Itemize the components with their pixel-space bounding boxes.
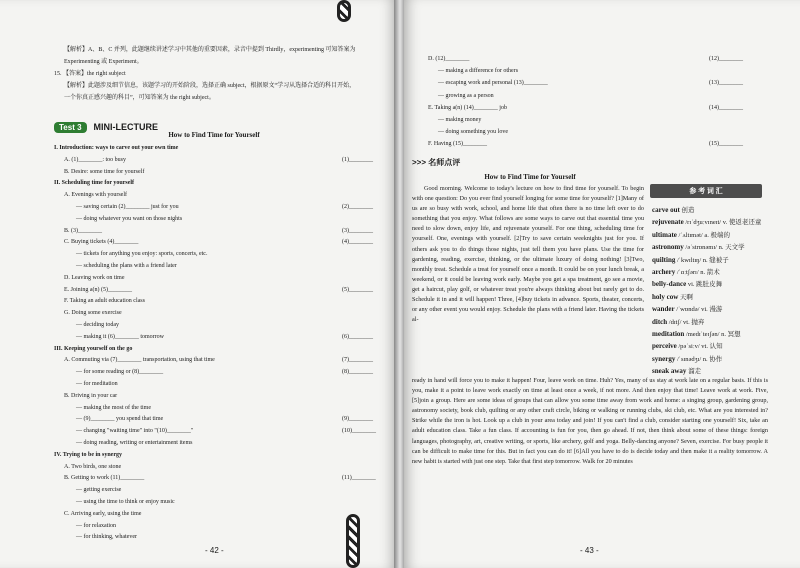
outline-item: — making money xyxy=(438,117,482,123)
explanation-line: 【解析】此题涉及细节信息，该题学习的开始阶段，选择正确 subject，根据原文“学习从选择合适的科目开始， xyxy=(64,83,356,89)
vocab-definition: /rɪˈdʒuːvɪneɪt/ v. 使返老还童 xyxy=(685,219,762,227)
outline-item: F. Having (15)________ xyxy=(428,141,488,148)
outline-item: B. (3)________ xyxy=(64,227,102,234)
outline-item: A. Evenings with yourself xyxy=(64,192,127,199)
vocab-definition: /ˈʌltɪmət/ a. 极端的 xyxy=(678,231,730,239)
outline-item: D. Leaving work on time xyxy=(64,274,125,281)
outline-item: I. Introduction: ways to carve out your own time xyxy=(54,145,179,151)
answer-blank[interactable]: (5)________ xyxy=(342,286,373,293)
outline-item: — escaping work and personal (13)________ xyxy=(438,80,548,87)
vocab-word: wander xyxy=(652,305,675,314)
paper-clip-bottom xyxy=(346,514,360,568)
explanation-line: 15. 【答案】the right subject xyxy=(54,71,126,77)
vocab-word: meditation xyxy=(652,330,685,338)
vocab-word: perceive xyxy=(652,342,677,351)
outline-item: — making it (6)________ tomorrow xyxy=(76,333,164,340)
outline-item: — scheduling the plans with a friend later xyxy=(76,263,177,269)
vocab-definition: 天啊 xyxy=(679,293,693,301)
vocab-definition: /medɪˈteɪʃən/ n. 冥想 xyxy=(685,331,741,338)
outline-item: — changing "waiting time" into "(10)________" xyxy=(76,428,194,435)
outline-item: — growing as a person xyxy=(438,92,494,99)
vocab-definition: vi. 跳肚皮舞 xyxy=(687,281,723,289)
vocab-item xyxy=(652,279,722,288)
vocab-word: belly-dance xyxy=(652,280,687,289)
outline-item: — for thinking, whatever xyxy=(76,534,137,541)
outline-item: — getting exercise xyxy=(76,487,122,494)
vocab-item xyxy=(652,292,693,301)
vocab-definition: /ˈkwɪltɪŋ/ n. 缝被子 xyxy=(676,256,729,264)
vocab-item xyxy=(652,329,741,338)
outline-item: — (9)________ you spend that time xyxy=(76,416,164,423)
passage-wide: ready in hand will force you to make it happen! Four, leave work on time. Huh? Yes, many of us stay at work late on a regular basis. If this is you, make it a point to leave work exactly on time at least once a week, if not more. And then enjoy that time! Leave work at work. Five, [5]join a group. Here are some ideas of groups that can allow you some time away from work and home: a singing group, gardening group, astronomy society, book club, quilting or any other craft circle, biking or walking or running clubs, ski club, etc. What are you interested in? Strike while the iron is hot. Look up a club in your area today and join! If you can't find a club, consider starting one yourself! Six, take an adult education class. Take a fun class. If accounting is fun for you, then go ahead. If not, then think about some of these things: foreign languages, photography, art, creative writing, or sports, like archery, golf and yoga. Belly-dancing anyone? Seven, exercise. For busy people it can be difficult to make time for this. But in fact you can do it! [6]All you have to do is decide today and then make it a reality tomorrow. A new habit is started with just one step. Take that first step tomorrow. Walk for 20 minutes xyxy=(412,377,768,465)
vocab-item xyxy=(652,267,720,276)
outline-item: IV. Trying to be in synergy xyxy=(54,451,123,458)
vocab-item xyxy=(652,230,730,239)
answer-blank[interactable]: (1)________ xyxy=(342,156,373,163)
vocab-definition: 创造 xyxy=(681,207,695,214)
vocab-word: astronomy xyxy=(652,243,684,252)
outline-item: C. Buying tickets (4)________ xyxy=(64,239,139,246)
answer-blank[interactable]: (15)________ xyxy=(709,141,743,148)
vocab-definition: /ˈɑːtʃərɪ/ n. 箭术 xyxy=(676,269,720,276)
vocab-definition: 溜走 xyxy=(688,368,702,376)
answer-blank[interactable]: (7)________ xyxy=(342,357,373,364)
vocab-word: quilting xyxy=(652,255,676,264)
left-page xyxy=(0,0,396,568)
answer-blank[interactable]: (13)________ xyxy=(709,80,743,87)
vocab-definition: /əˈstrɒnəmɪ/ n. 天文学 xyxy=(685,244,745,252)
outline-item: G. Doing some exercise xyxy=(64,310,122,317)
answer-blank[interactable]: (2)________ xyxy=(342,204,373,210)
vocab-word: sneak away xyxy=(652,367,687,376)
vocab-item xyxy=(652,317,704,326)
outline-item: — making a difference for others xyxy=(438,68,519,75)
outline-item: E. Joining a(n) (5)________ xyxy=(64,286,132,293)
outline-item: — doing whatever you want on those nights xyxy=(76,215,183,222)
outline-item: — using the time to think or enjoy music xyxy=(76,499,175,505)
vocab-item xyxy=(652,354,722,363)
passage-title: How to Find Time for Yourself xyxy=(484,173,576,181)
vocab-definition: /dɪtʃ/ vt. 抛弃 xyxy=(668,318,705,326)
outline-item: C. Arriving early, using the time xyxy=(64,510,142,517)
outline-item: — deciding today xyxy=(76,322,119,328)
answer-blank[interactable]: (11)________ xyxy=(342,475,376,482)
vocab-item xyxy=(652,366,701,375)
paper-clip-top xyxy=(337,0,351,22)
vocab-word: synergy xyxy=(652,354,676,363)
answer-blank[interactable]: (4)________ xyxy=(342,239,373,246)
vocab-item xyxy=(652,205,694,214)
vocab-word: ditch xyxy=(652,317,668,326)
vocab-item xyxy=(652,255,729,264)
vocab-word: ultimate xyxy=(652,230,677,239)
outline-item: — for some reading or (8)________ xyxy=(76,369,164,376)
vocab-header: 参 考 词 汇 xyxy=(650,184,762,198)
page-number-right: - 43 - xyxy=(580,546,599,555)
test-title: MINI-LECTURE xyxy=(93,122,159,132)
outline-item: — making the most of the time xyxy=(76,404,151,411)
explanation-line: Experimenting 或 Experiment。 xyxy=(64,59,143,65)
outline-item: III. Keeping yourself on the go xyxy=(54,345,133,352)
lecture-title: How to Find Time for Yourself xyxy=(168,131,260,139)
page-number-left: - 42 - xyxy=(205,546,224,555)
vocab-word: holy cow xyxy=(652,292,679,301)
outline-item: B. Desire: some time for yourself xyxy=(64,168,145,175)
answer-blank[interactable]: (3)________ xyxy=(342,227,373,234)
section-head: >>> 名师点评 xyxy=(412,158,461,167)
answer-blank[interactable]: (6)________ xyxy=(342,333,373,340)
passage-narrow: Good morning. Welcome to today's lecture on how to find time for yourself. To begin with one question: Do you ever find yourself longing for some time for yourself? [1]Many of us are so busy with work, school, and home life that often there is no time left over to do something that you enjoy. What follows are some ways to carve out that essential time you need to slow down, enjoy life, and rejuvenate yourself. For one thing, scheduling time for yourself. One, evenings with yourself. [2]Try to save certain weeknights just for you. If others ask you to do things those nights, just tell them you have plans. Use the time for gardening, reading, exercise, thinking, or the ultimate luxury of doing nothing! [3]Two, monthly treat. Schedule a treat for yourself once a month. It could be on your lunch break, a weekend, or it could be leaving work early. Maybe you get a spa treatment, go see a movie, get a haircut, play golf, or whatever treat you're always thinking about but rarely get to do. Schedule it in and it will happen! Three, [4]buy tickets in advance. Sports, theater, concerts, or any other event you would enjoy. Schedule the plans with a friend later. Having the tickets al- xyxy=(412,185,644,324)
outline-item: — saving certain (2)________ just for you xyxy=(76,204,179,210)
outline-item: D. (12)________ xyxy=(428,56,470,62)
outline-item: — tickets for anything you enjoy: sports, concerts, etc. xyxy=(76,251,208,258)
explanation-line: 【解析】A、B、C 并列，此题继续讲述学习中其他的重要因素，录音中提到 Thirdly，experimenting 可知答案为 xyxy=(64,47,356,53)
outline-item: — for relaxation xyxy=(76,522,116,529)
outline-item: E. Taking a(n) (14)________ job xyxy=(428,104,507,111)
answer-blank[interactable]: (12)________ xyxy=(709,56,743,62)
test-badge: Test 3 xyxy=(54,122,87,133)
vocab-item xyxy=(652,242,745,251)
vocab-item xyxy=(652,304,722,313)
vocab-definition: /ˈwɒndə/ vi. 漫游 xyxy=(676,306,723,314)
outline-item: II. Scheduling time for yourself xyxy=(54,180,135,187)
outline-item: A. (1)________: too busy xyxy=(64,156,126,163)
vocab-item xyxy=(652,341,723,350)
vocab-word: archery xyxy=(652,268,676,276)
outline-item: — doing reading, writing or entertainment items xyxy=(76,440,193,446)
answer-blank[interactable]: (8)________ xyxy=(342,369,373,376)
outline-item: B. Driving in your car xyxy=(64,392,118,399)
outline-item: A. Two birds, one stone xyxy=(64,463,122,470)
outline-item: — doing something you love xyxy=(438,129,508,136)
vocab-definition: /ˈsɪnədʒɪ/ n. 协作 xyxy=(676,355,723,363)
outline-item: A. Commuting via (7)________ transportation, using that time xyxy=(64,357,215,364)
answer-blank[interactable]: (14)________ xyxy=(709,104,743,111)
answer-blank[interactable]: (10)________ xyxy=(342,428,376,435)
outline-item: — for meditation xyxy=(76,381,118,387)
answer-blank[interactable]: (9)________ xyxy=(342,416,373,423)
outline-item: B. Getting to work (11)________ xyxy=(64,475,145,482)
outline-item: F. Taking an adult education class xyxy=(64,298,145,305)
vocab-definition: /pəˈsiːv/ vt. 认知 xyxy=(678,343,723,351)
vocab-word: carve out xyxy=(652,206,680,214)
explanation-line: 一个你真正感兴趣的科目”，可知答案为 the right subject。 xyxy=(64,95,215,101)
vocab-item xyxy=(652,217,761,226)
vocab-word: rejuvenate xyxy=(652,218,684,227)
